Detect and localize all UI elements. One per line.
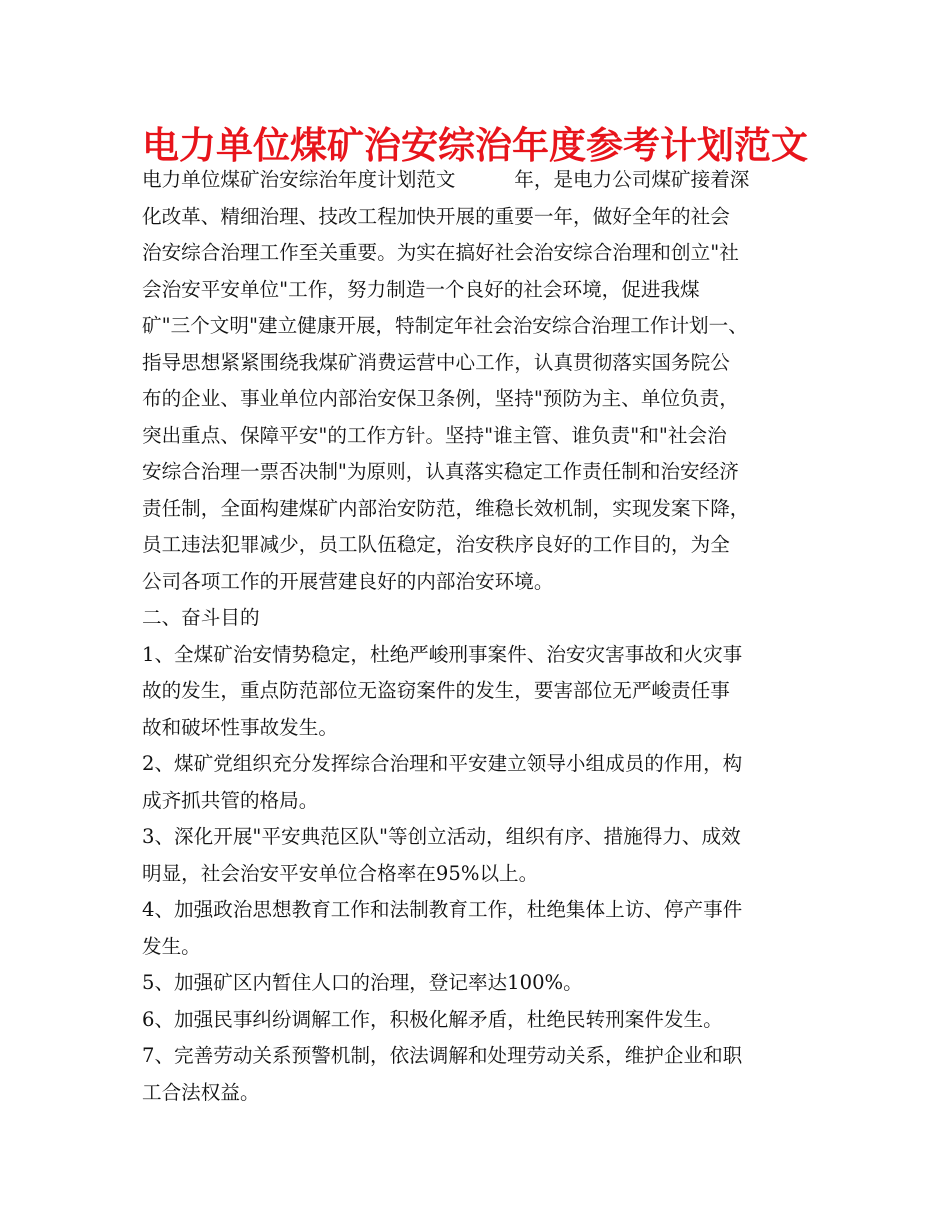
paragraph-line: 故的发生，重点防范部位无盗窃案件的发生，要害部位无严峻责任事	[142, 679, 730, 702]
paragraph-line: 6、加强民事纠纷调解工作，积极化解矛盾，杜绝民转刑案件发生。	[142, 1007, 723, 1031]
paragraph-line: 责任制，全面构建煤矿内部治安防范，维稳长效机制，实现发案下降，	[142, 496, 750, 520]
paragraph-line: 明显，社会治安平安单位合格率在95%以上。	[142, 861, 539, 885]
paragraph-line: 公司各项工作的开展营建良好的内部治安环境。	[142, 569, 554, 593]
paragraph-line: 指导思想紧紧围绕我煤矿消费运营中心工作，认真贯彻落实国务院公	[142, 350, 730, 374]
paragraph-line: 成齐抓共管的格局。	[142, 788, 319, 812]
paragraph-line: 电力单位煤矿治安综治年度计划范文 年，是电力公司煤矿接着深	[142, 168, 750, 191]
paragraph-line: 二、奋斗目的	[142, 606, 260, 629]
paragraph-line: 1、全煤矿治安情势稳定，杜绝严峻刑事案件、治安灾害事故和火灾事	[142, 642, 743, 666]
paragraph-line: 故和破坏性事故发生。	[142, 715, 338, 739]
paragraph-line: 工合法权益。	[142, 1080, 260, 1104]
paragraph-line: 3、深化开展"平安典范区队"等创立活动，组织有序、措施得力、成效	[142, 825, 741, 848]
paragraph-line: 化改革、精细治理、技改工程加快开展的重要一年，做好全年的社会	[142, 204, 730, 228]
paragraph-line: 员工违法犯罪减少，员工队伍稳定，治安秩序良好的工作目的，为全	[142, 533, 730, 556]
paragraph-line: 4、加强政治思想教育工作和法制教育工作，杜绝集体上访、停产事件	[142, 898, 743, 921]
document-title: 电力单位煤矿治安综治年度参考计划范文	[142, 124, 808, 167]
paragraph-line: 2、煤矿党组织充分发挥综合治理和平安建立领导小组成员的作用，构	[142, 752, 743, 775]
paragraph-line: 5、加强矿区内暂住人口的治理，登记率达100%。	[142, 971, 583, 994]
paragraph-line: 矿"三个文明"建立健康开展，特制定年社会治安综合治理工作计划一、	[142, 314, 748, 337]
paragraph-line: 会治安平安单位"工作，努力制造一个良好的社会环境，促进我煤	[142, 277, 700, 301]
paragraph-line: 治安综合治理工作至关重要。为实在搞好社会治安综合治理和创立"社	[142, 241, 739, 264]
paragraph-line: 突出重点、保障平安"的工作方针。坚持"谁主管、谁负责"和"社会治	[142, 423, 727, 447]
paragraph-line: 发生。	[142, 934, 201, 958]
paragraph-line: 安综合治理一票否决制"为原则，认真落实稳定工作责任制和治安经济	[142, 460, 739, 483]
paragraph-line: 7、完善劳动关系预警机制，依法调解和处理劳动关系，维护企业和职	[142, 1044, 743, 1067]
paragraph-line: 布的企业、事业单位内部治安保卫条例，坚持"预防为主、单位负责，	[142, 387, 739, 410]
document-body	[142, 162, 832, 1111]
